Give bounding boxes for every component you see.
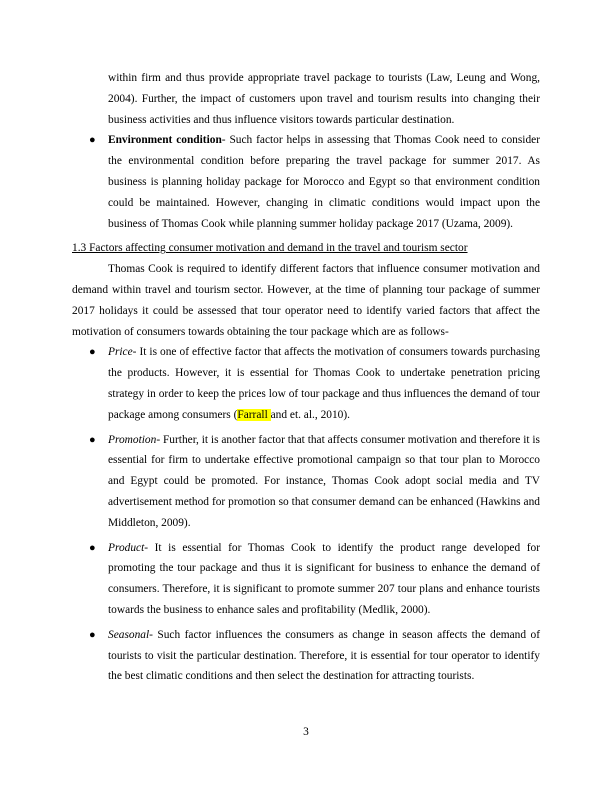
- section-heading: 1.3 Factors affecting consumer motivation and demand in the travel and tourism sector: [72, 242, 468, 255]
- bullet-term: Product: [108, 541, 145, 554]
- bullet-term: Seasonal: [108, 628, 150, 641]
- bullet-icon: ●: [89, 541, 96, 554]
- bullet-icon: ●: [89, 433, 96, 446]
- bullet-text: - Further, it is another factor that that affects consumer motivation and therefore it is essential for firm to undertake effective promotional campaign so that tour plan to Morocco and Egypt could be promoted. For instance, Thomas Cook adopt social media and TV advertisement method for promotion so that consumer demand can be enhanced (Hawkins and Middleton, 2009).: [108, 433, 540, 529]
- page-body: [72, 68, 540, 687]
- bullet-environment-condition: [89, 130, 540, 234]
- bullet-term: Promotion: [108, 433, 157, 446]
- bullet-text: - Such factor helps in assessing that Thomas Cook need to consider the environmental condition before preparing the travel package for summer 2017. As business is planning holiday package for Morocco and Egypt so that environment condition could be maintained. However, changing in climatic conditions would impact upon the business of Thomas Cook while planning summer holiday package 2017 (Uzama, 2009).: [108, 134, 540, 230]
- intro-paragraph: Thomas Cook is required to identify different factors that influence consumer motivation and demand within travel and tourism sector. However, at the time of planning tour package of summer 2017 holidays it could be assessed that tour operator need to identify varied factors that affect the motivation of consumers towards obtaining the tour package which are as follows-: [72, 263, 540, 338]
- bullet-text: - It is essential for Thomas Cook to identify the product range developed for promoting the tour package and thus it is significant for business to enhance the demand of consumers. Therefore, it is significant to promote summer 207 tour plans and enhance tourists towards the business to enhance sales and profitability (Medlik, 2000).: [108, 541, 540, 616]
- bullet-price: [89, 342, 540, 425]
- bullet-promotion: [89, 430, 540, 534]
- bullet-text-end: and et. al., 2010).: [270, 408, 350, 421]
- bullet-term: Environment condition: [108, 134, 222, 147]
- continuation-paragraph: within firm and thus provide appropriate travel package to tourists (Law, Leung and Wong, 2004). Further, the impact of customers upon travel and tourism results into changing their business activities and thus influence visitors towards particular destination.: [108, 72, 540, 126]
- bullet-icon: ●: [89, 628, 96, 641]
- bullet-icon: ●: [89, 346, 96, 359]
- bullet-term: Price: [108, 346, 133, 359]
- bullet-text: - Such factor influences the consumers as change in season affects the demand of tourists to visit the particular destination. Therefore, it is essential for tour operator to identify the best climatic conditions and then select the destination for attracting tourists.: [108, 628, 540, 683]
- bullet-icon: ●: [89, 134, 96, 147]
- bullet-product: [89, 538, 540, 621]
- bullet-seasonal: [89, 625, 540, 687]
- highlighted-citation: Farrall: [237, 408, 271, 421]
- page-number: 3: [303, 726, 309, 738]
- bullet-text: - It is one of effective factor that affects the motivation of consumers towards purchasing the products. However, it is essential for Thomas Cook to undertake penetration pricing strategy in order to keep the prices low of tour package and thus influences the demand of tour package among consumers (: [108, 346, 540, 421]
